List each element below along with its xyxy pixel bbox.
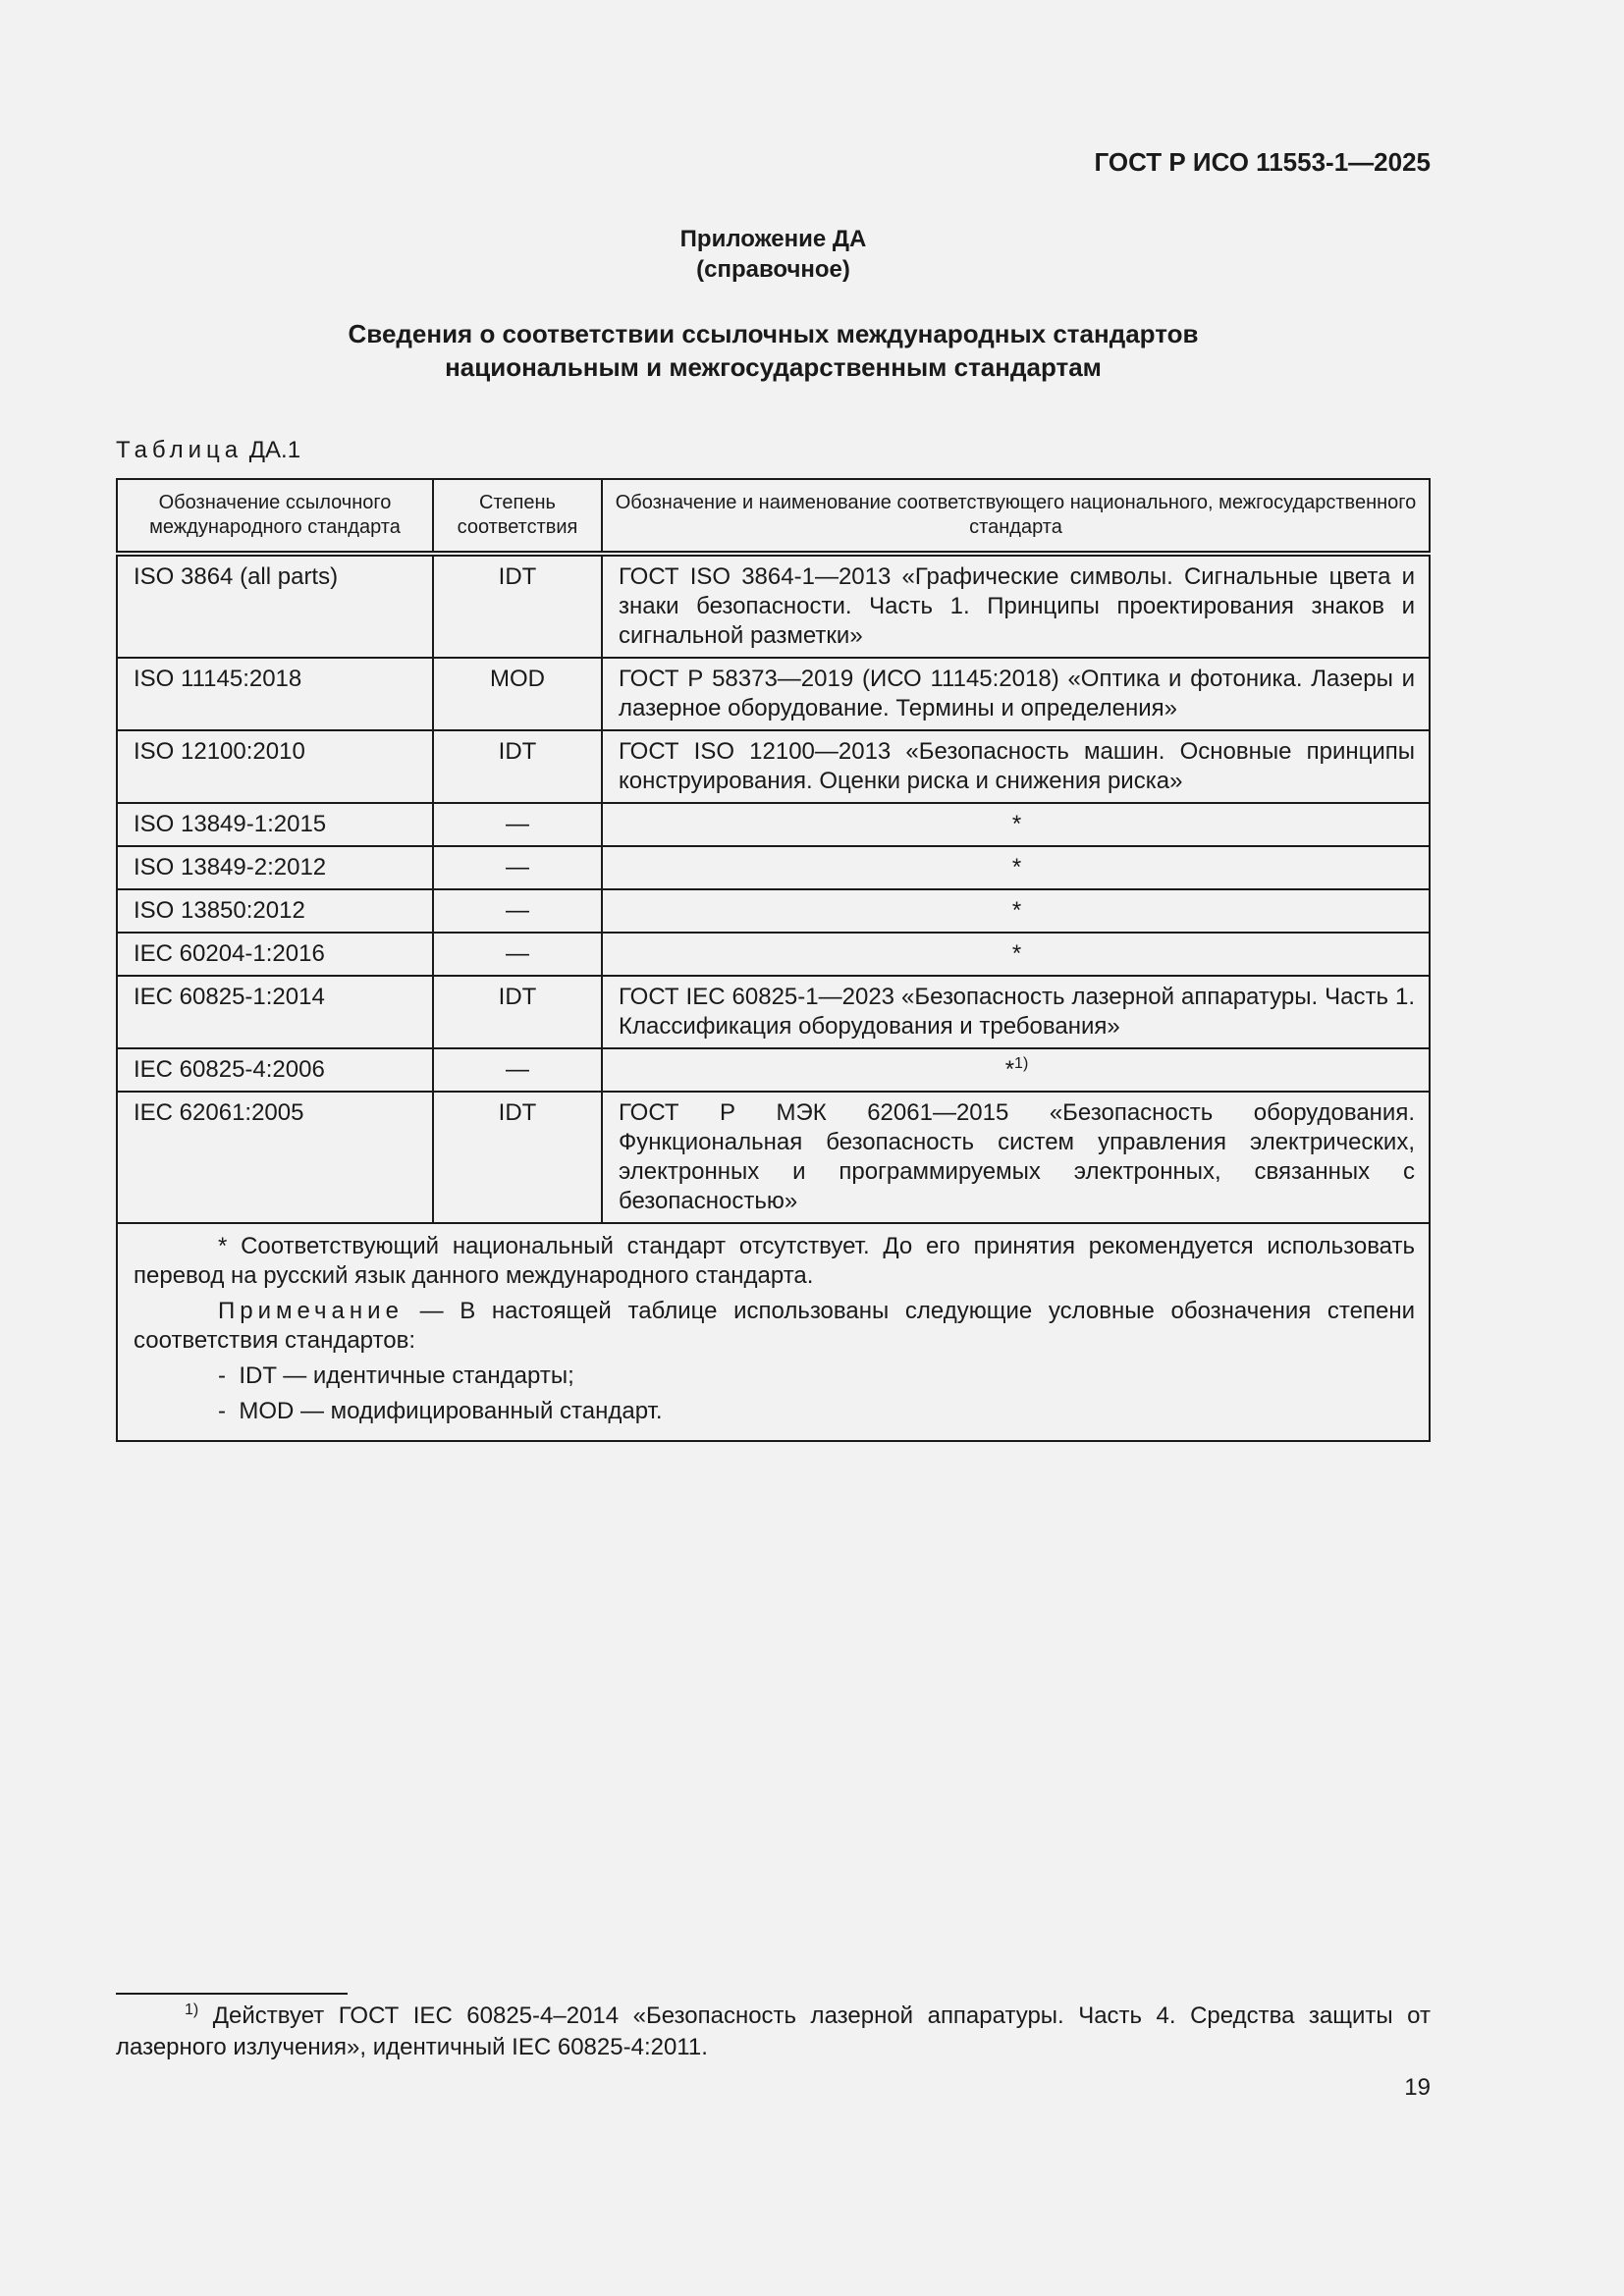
cell-national-standard: [602, 933, 1430, 976]
cell-intl-standard: [117, 730, 433, 803]
cell-intl-standard-text: ISO 3864 (all parts): [134, 563, 339, 590]
correspondence-table: [116, 478, 1431, 1442]
cell-degree: [433, 554, 602, 658]
table-row: [117, 976, 1430, 1048]
annex-title: Приложение ДА: [679, 226, 867, 252]
cell-intl-standard-text: ISO 13849-1:2015: [134, 811, 327, 837]
cell-national-standard: [602, 976, 1430, 1048]
table-row: [117, 1048, 1430, 1092]
cell-degree: [433, 889, 602, 933]
cell-intl-standard-text: ISO 11145:2018: [134, 666, 302, 692]
cell-intl-standard-text: ISO 13849-2:2012: [134, 854, 327, 881]
cell-intl-standard: [117, 1092, 433, 1223]
cell-degree-text: MOD: [490, 666, 545, 692]
page-number: 19: [1404, 2074, 1431, 2101]
note-paragraph: [134, 1297, 1415, 1356]
cell-degree-text: —: [506, 897, 529, 924]
cell-national-standard-text: *: [1011, 897, 1022, 924]
table-row: [117, 1092, 1430, 1223]
header-national-standard: Обозначение и наименование соответствующего национального, межгосударственного стандарта: [602, 479, 1430, 554]
cell-national-standard: [602, 554, 1430, 658]
footnote-separator: [116, 1993, 348, 1995]
table-row: [117, 658, 1430, 730]
table-row: [117, 803, 1430, 846]
cell-intl-standard: [117, 658, 433, 730]
cell-national-standard: [602, 1048, 1430, 1092]
cell-national-standard-text: ГОСТ ISO 3864-1—2013 «Графические символы. Сигнальные цвета и знаки безопасности. Часть 1. Принципы проектирования знаков и сигнальной разметки»: [619, 563, 1415, 649]
star-note: * Соответствующий национальный стандарт отсутствует. До его принятия рекомендуется использовать перевод на русский язык данного международного стандарта.: [134, 1233, 1415, 1289]
cell-national-standard-text: ГОСТ Р 58373—2019 (ИСО 11145:2018) «Оптика и фотоника. Лазеры и лазерное оборудование. Термины и определения»: [619, 666, 1415, 721]
cell-intl-standard: [117, 846, 433, 889]
cell-intl-standard: [117, 933, 433, 976]
cell-national-standard: [602, 1092, 1430, 1223]
cell-national-standard-text: *: [1011, 811, 1022, 837]
cell-national-standard: [602, 658, 1430, 730]
cell-degree: [433, 846, 602, 889]
cell-national-standard-text: *: [1011, 854, 1022, 881]
table-row: [117, 846, 1430, 889]
cell-national-standard: [602, 730, 1430, 803]
table-label-number: ДА.1: [243, 437, 301, 463]
header-degree: Степень соответствия: [433, 479, 602, 554]
cell-intl-standard: [117, 554, 433, 658]
footnote-marker: 1): [185, 2002, 199, 2018]
cell-degree: [433, 730, 602, 803]
table-notes-row: [117, 1223, 1430, 1441]
note-item-mod: MOD — модифицированный стандарт.: [239, 1398, 663, 1424]
cell-degree-text: IDT: [498, 563, 537, 590]
standard-code: ГОСТ Р ИСО 11553-1—2025: [1094, 147, 1431, 177]
cell-intl-standard-text: IEC 60825-4:2006: [134, 1056, 325, 1083]
cell-national-standard: [602, 846, 1430, 889]
note-item: - IDT — идентичные стандарты;: [218, 1362, 574, 1389]
table-notes: [117, 1223, 1430, 1441]
cell-degree-text: IDT: [498, 984, 537, 1010]
table-label-word: Таблица: [116, 437, 244, 463]
cell-national-standard: [602, 803, 1430, 846]
cell-intl-standard: [117, 803, 433, 846]
cell-degree-text: IDT: [498, 1099, 537, 1126]
annex-heading-line1: Сведения о соответствии ссылочных международных стандартов: [348, 319, 1199, 348]
cell-degree: [433, 1048, 602, 1092]
cell-intl-standard-text: ISO 12100:2010: [134, 738, 305, 765]
cell-intl-standard-text: IEC 60204-1:2016: [134, 940, 325, 967]
cell-degree: [433, 658, 602, 730]
table-row: [117, 933, 1430, 976]
table-row: [117, 554, 1430, 658]
cell-degree: [433, 1092, 602, 1223]
cell-intl-standard-text: IEC 62061:2005: [134, 1099, 304, 1126]
cell-intl-standard: [117, 1048, 433, 1092]
cell-degree-text: —: [506, 854, 529, 881]
cell-national-standard-text: ГОСТ IEC 60825-1—2023 «Безопасность лазерной аппаратуры. Часть 1. Классификация оборудования и требования»: [619, 984, 1415, 1040]
cell-national-standard-text: *: [1004, 1056, 1015, 1083]
cell-intl-standard-text: ISO 13850:2012: [134, 897, 305, 924]
table-row: [117, 730, 1430, 803]
cell-intl-standard: [117, 976, 433, 1048]
footnote: [116, 2001, 1431, 2063]
cell-national-standard-text: ГОСТ Р МЭК 62061—2015 «Безопасность оборудования. Функциональная безопасность систем управления электрических, электронных и программируемых электронных, связанных с безопасностью»: [619, 1099, 1415, 1214]
table-row: [117, 889, 1430, 933]
cell-degree-text: —: [506, 1056, 529, 1083]
cell-degree-text: —: [506, 811, 529, 837]
footnote-text: Действует ГОСТ IEC 60825-4–2014 «Безопасность лазерной аппаратуры. Часть 4. Средства защиты от лазерного излучения», идентичный IEC 60825-4:2011.: [116, 2002, 1431, 2060]
cell-degree: [433, 933, 602, 976]
note-item: - MOD — модифицированный стандарт.: [218, 1398, 663, 1424]
cell-intl-standard-text: IEC 60825-1:2014: [134, 984, 325, 1010]
cell-intl-standard: [117, 889, 433, 933]
annex-heading: [0, 317, 1546, 384]
cell-degree: [433, 976, 602, 1048]
footnote-ref: 1): [1014, 1055, 1029, 1072]
cell-national-standard: [602, 889, 1430, 933]
annex-heading-line2: национальным и межгосударственным стандартам: [445, 352, 1102, 382]
note-item-idt: IDT — идентичные стандарты;: [239, 1362, 574, 1389]
table-header-row: [117, 479, 1430, 554]
note-text: — В настоящей таблице использованы следующие условные обозначения степени соответствия стандартов:: [134, 1298, 1415, 1354]
cell-national-standard-text: *: [1011, 940, 1022, 967]
cell-national-standard-text: ГОСТ ISO 12100—2013 «Безопасность машин. Основные принципы конструирования. Оценки риска и снижения риска»: [619, 738, 1415, 794]
annex-kind: (справочное): [696, 256, 850, 283]
note-label: Примечание: [218, 1298, 404, 1324]
cell-degree: [433, 803, 602, 846]
header-intl-standard: Обозначение ссылочного международного стандарта: [117, 479, 433, 554]
cell-degree-text: —: [506, 940, 529, 967]
cell-degree-text: IDT: [498, 738, 537, 765]
table-label: [116, 437, 300, 464]
